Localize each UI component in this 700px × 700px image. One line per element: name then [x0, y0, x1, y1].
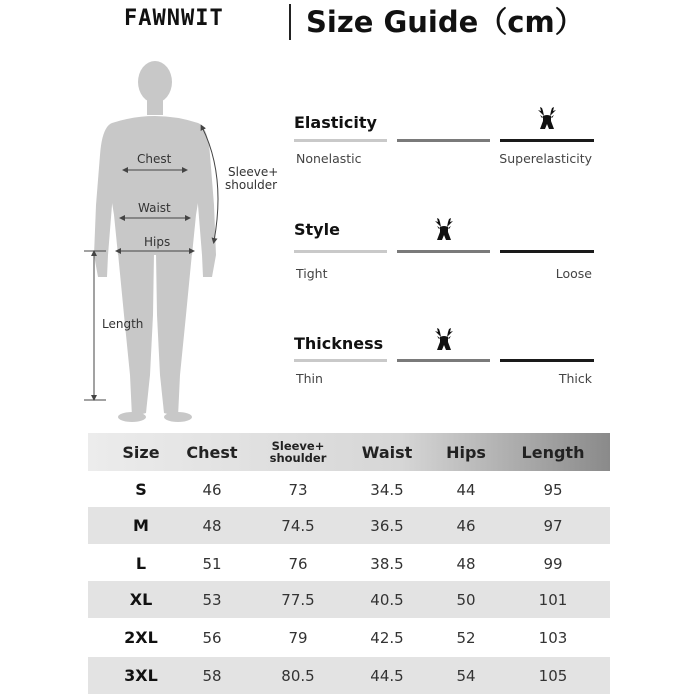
cell-waist: 36.5: [370, 516, 404, 535]
column-header-sleeve-shoulder: [256, 433, 340, 471]
hips-label: Hips: [144, 235, 171, 249]
cell-size: L: [135, 554, 147, 573]
scale-segment-high: [500, 250, 594, 253]
column-header-chest: Chest: [186, 442, 238, 462]
column-header-hips: Hips: [446, 442, 486, 462]
cell-length: 99: [543, 554, 563, 573]
attribute-title: Elasticity: [294, 113, 377, 132]
table-row: [88, 545, 610, 582]
cell-hips: 44: [456, 480, 476, 499]
cell-hips: 50: [456, 590, 476, 609]
cell-sleeve-shoulder: 79: [288, 628, 308, 647]
attribute-style: [294, 220, 594, 290]
sleeve-label-line2: shoulder: [225, 178, 278, 192]
cell-waist: 42.5: [370, 628, 404, 647]
cell-size: M: [133, 516, 149, 535]
scale-segment-low: [294, 359, 387, 362]
column-header-waist: Waist: [361, 442, 413, 462]
scale-segment-low: [294, 250, 387, 253]
attribute-thickness: [294, 334, 594, 404]
column-header-sleeve-line2: shoulder: [269, 451, 327, 465]
table-row: [88, 657, 610, 694]
cell-hips: 52: [456, 628, 476, 647]
header-divider: [289, 4, 291, 40]
cell-chest: 48: [202, 516, 222, 535]
cell-sleeve-shoulder: 74.5: [281, 516, 315, 535]
cell-hips: 54: [456, 666, 476, 685]
cell-size: 2XL: [124, 628, 158, 647]
cell-chest: 53: [202, 590, 222, 609]
cell-length: 101: [538, 590, 568, 609]
cell-chest: 56: [202, 628, 222, 647]
deer-head-icon: [431, 326, 457, 354]
cell-sleeve-shoulder: 76: [288, 554, 308, 573]
cell-waist: 40.5: [370, 590, 404, 609]
table-row: [88, 619, 610, 656]
cell-waist: 38.5: [370, 554, 404, 573]
attribute-title: Thickness: [294, 334, 384, 353]
scale-segment-low: [294, 139, 387, 142]
cell-hips: 48: [456, 554, 476, 573]
page-title: Size Guide（cm）: [306, 5, 584, 39]
cell-size: S: [135, 480, 147, 499]
scale-segment-mid: [397, 250, 490, 253]
cell-hips: 46: [456, 516, 476, 535]
body-figure: [80, 55, 290, 430]
sleeve-label-line1: Sleeve+: [228, 165, 279, 179]
cell-size: XL: [129, 590, 153, 609]
cell-sleeve-shoulder: 77.5: [281, 590, 315, 609]
cell-length: 97: [543, 516, 563, 535]
column-header-size: Size: [122, 442, 160, 462]
table-row: [88, 507, 610, 544]
cell-waist: 44.5: [370, 666, 404, 685]
attribute-title: Style: [294, 220, 340, 239]
scale-high-label: Thick: [558, 371, 592, 386]
table-row: [88, 581, 610, 618]
scale-low-label: Nonelastic: [296, 151, 362, 166]
cell-size: 3XL: [124, 666, 158, 685]
scale-low-label: Tight: [296, 266, 328, 281]
cell-sleeve-shoulder: 73: [288, 480, 308, 499]
deer-head-icon: [431, 216, 457, 244]
deer-head-icon: [534, 105, 560, 133]
page-header: [0, 0, 700, 42]
table-header-row: [88, 433, 610, 471]
cell-length: 105: [538, 666, 568, 685]
waist-label: Waist: [138, 201, 171, 215]
length-label: Length: [102, 317, 144, 331]
scale-high-label: Loose: [555, 266, 592, 281]
scale-high-label: Superelasticity: [499, 151, 592, 166]
scale-low-label: Thin: [296, 371, 323, 386]
cell-chest: 46: [202, 480, 222, 499]
column-header-length: Length: [521, 442, 585, 462]
scale-segment-high: [500, 359, 594, 362]
scale-segment-mid: [397, 359, 490, 362]
attribute-elasticity: [294, 113, 594, 183]
cell-chest: 58: [202, 666, 222, 685]
cell-chest: 51: [202, 554, 222, 573]
cell-length: 95: [543, 480, 563, 499]
human-silhouette-icon: [80, 55, 290, 430]
chest-label: Chest: [137, 152, 172, 166]
cell-waist: 34.5: [370, 480, 404, 499]
cell-length: 103: [538, 628, 568, 647]
cell-sleeve-shoulder: 80.5: [281, 666, 315, 685]
brand-logo: FAWNWIT: [124, 6, 224, 31]
scale-segment-mid: [397, 139, 490, 142]
column-header-sleeve-line1: Sleeve+: [271, 439, 325, 453]
scale-segment-high: [500, 139, 594, 142]
table-row: [88, 471, 610, 508]
